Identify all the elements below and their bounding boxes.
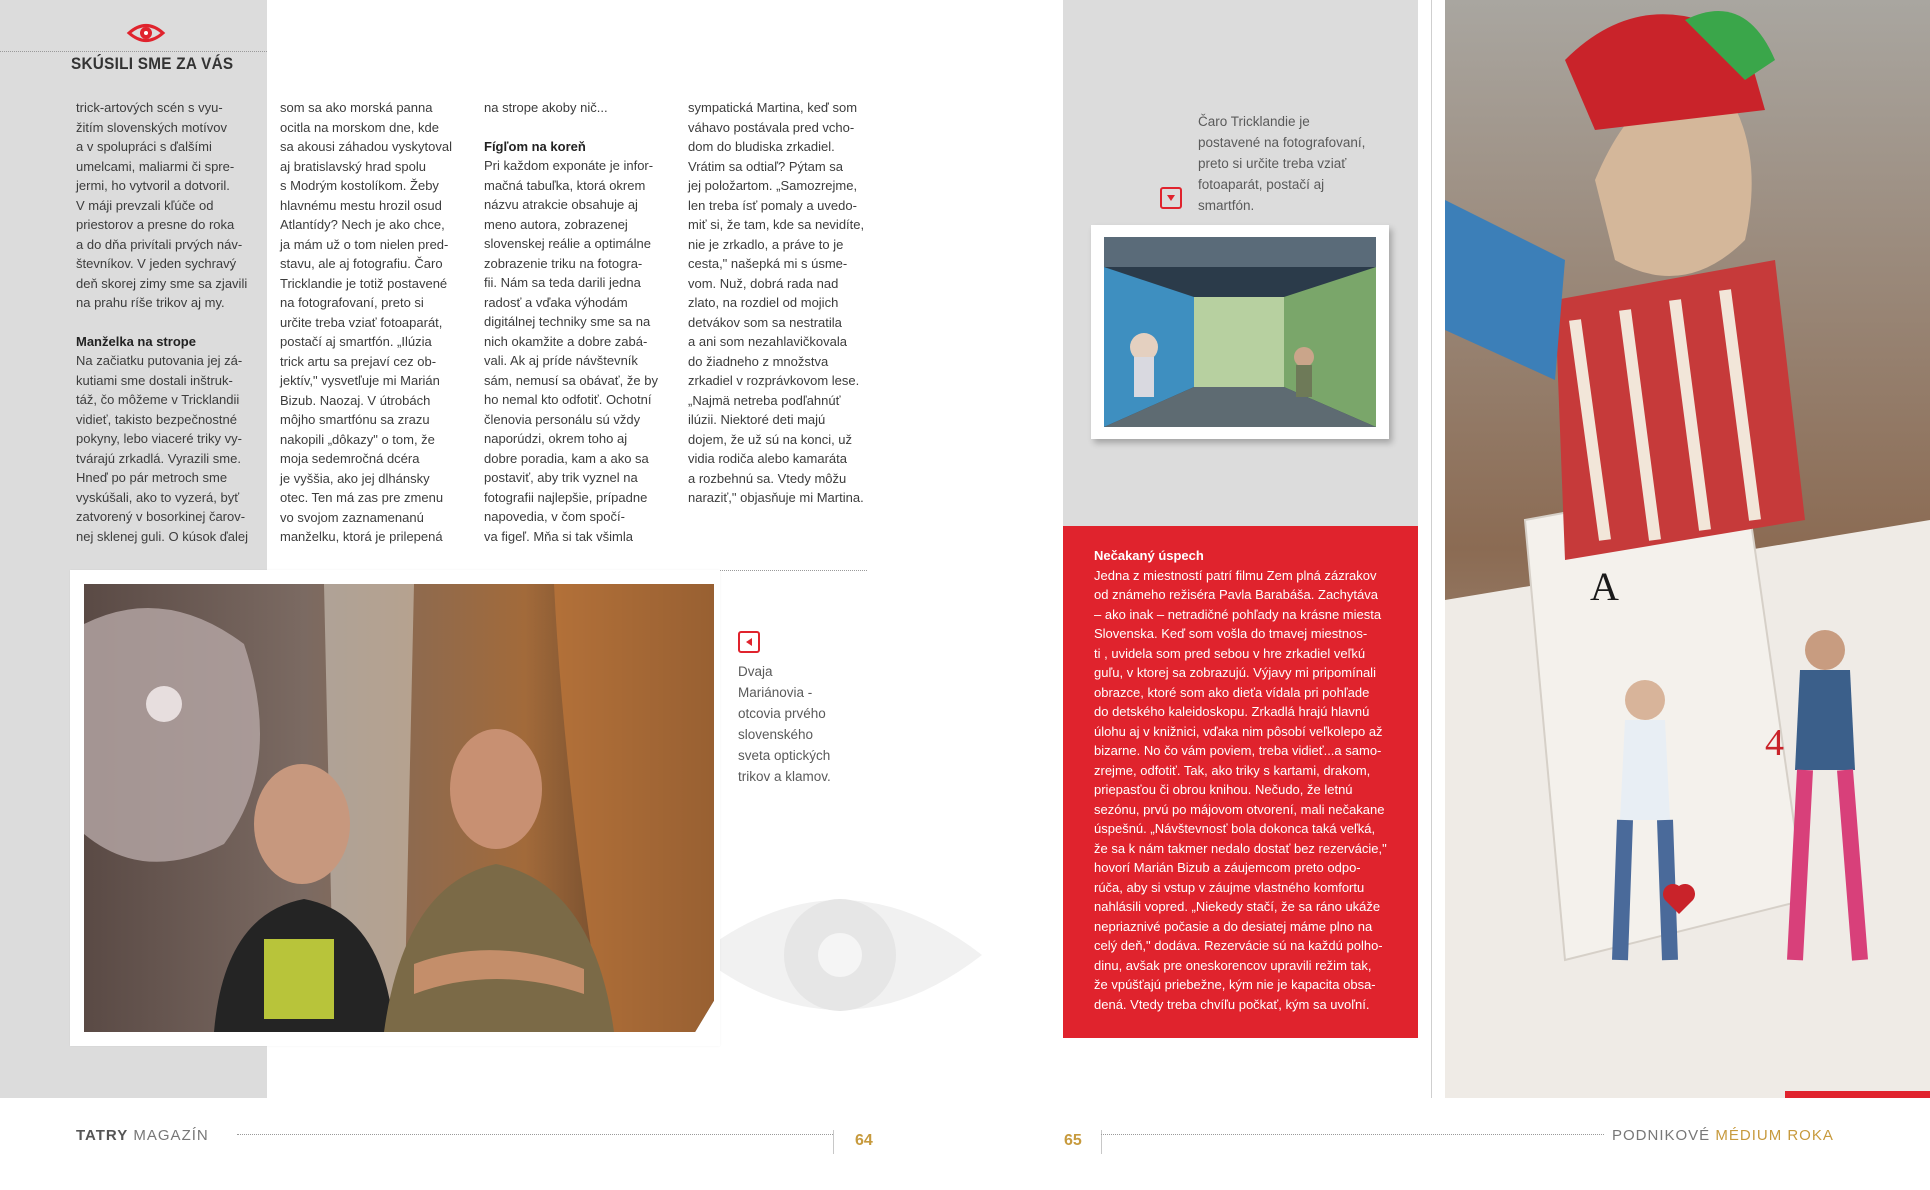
column-3-heading: Fígľom na koreň (484, 138, 586, 154)
page-number-left: 64 (855, 1132, 873, 1149)
column-4-body: sympatická Martina, keď som váhavo postávala pred vcho- dom do bludiska zrkadiel. Vrátim sa odtiaľ? Pýtam sa jej položartom. „Samozrejme, len treba ísť pomaly a uvedo- miť si, že tam, kde sa nevidíte, nie je zrkadlo, a práve to je cesta," našepká mi s úsme- vom. Nuž, dobrá rada nad zlato, na rozdiel od mojich detvákov som sa nestratila a ani som nezahlavičkovala do žiadneho z množstva zrkadiel v rozprávkovom lese. „Najmä netreba podľahnúť ilúzii. Niektoré deti majú dojem, že už sú na konci, už vidia rodiča alebo kamaráta a rozbehnú sa. Vtedy môžu naraziť," objasňuje mi Martina. (688, 100, 865, 505)
founders-photo (84, 584, 714, 1032)
footer-right-brand (1612, 1127, 1834, 1144)
page-number-right: 65 (1064, 1132, 1082, 1149)
joker-photo (1445, 0, 1930, 1098)
column-3-body: Pri každom exponáte je infor- mačná tabuľka, ktorá okrem názvu atrakcie obsahuje aj meno autora, zobrazenej slovenskej reálie a optimálne zobrazenie triku na fotogra- fii. Nám sa teda darili jedna radosť a vďaka výhodám digitálnej techniky sme sa na nich okamžite a dobre zabá- vali. Ak aj príde návštevník sám, nemusí sa obávať, že by ho nemal kto odfotiť. Ochotní členovia personálu sú vždy naporúdzi, okrem toho aj dobre poradia, kam a ako sa postaviť, aby trik vyznel na fotografii najlepšie, prípadne napovedia, v čom spočí- va figeľ. Mňa si tak všimla (484, 158, 658, 544)
arrow-down-icon (1160, 187, 1182, 209)
footer-right-highlight: MÉDIUM ROKA (1715, 1127, 1834, 1144)
hall-caption: Čaro Tricklandie je postavené na fotografovaní, preto si určite treba vziať fotoaparát, postačí aj smartfón. (1198, 114, 1366, 213)
hall-photo (1104, 237, 1376, 427)
footer-brand-tatry: TATRY (76, 1127, 129, 1144)
photo-accent-bar (1785, 1091, 1930, 1098)
eye-watermark-icon (690, 865, 990, 1045)
footer-right-rule (1101, 1134, 1604, 1135)
footer-left-brand (76, 1127, 209, 1144)
svg-text:4: 4 (1765, 722, 1784, 764)
footer-left-tick (833, 1130, 834, 1154)
column-3 (484, 98, 679, 546)
sidebar-content (1094, 546, 1404, 1014)
column-4 (688, 98, 888, 508)
column-3-intro: na strope akoby nič... (484, 100, 608, 115)
column-1 (76, 98, 266, 546)
section-label: SKÚSILI SME ZA VÁS (71, 54, 234, 73)
sidebar-heading: Nečakaný úspech (1094, 548, 1204, 563)
column-divider (1431, 0, 1432, 1098)
column-1-body: Na začiatku putovania jej zá- kutiami sme dostali inštruk- táž, čo môžeme v Tricklandii vidieť, takisto bezpečnostné pokyny, lebo viaceré triky vy- tvárajú zrkadlá. Vyrazili sme. Hneď po pár metroch sme vyskúšali, ako to vyzerá, byť zatvorený v bosorkinej čarov- nej sklenej guli. O kúsok ďalej (76, 353, 249, 544)
section-rule (0, 51, 267, 52)
svg-text:A: A (1590, 564, 1619, 609)
sidebar-body: Jedna z miestností patrí filmu Zem plná zázrakov od známeho režiséra Pavla Barabáša. Zachytáva – ako inak – netradičné pohľady na krásne miesta Slovenska. Keď som vošla do tmavej miestnos- ti , uvidela som pred sebou v hre zrkadiel veľkú guľu, v ktorej sa zobrazujú. Výjavy mi pripomínali obrazce, ktoré som ako dieťa vídala pri pohľade do detského kaleidoskopu. Zrkadlá hrajú hlavnú úlohu aj v knižnici, vďaka nim pôsobí veľkolepo až bizarne. No čo vám poviem, treba vidieť...a samo- zrejme, odfotiť. Tak, ako triky s kartami, drakom, priepasťou či obrou knihou. Nečudo, že letnú sezónu, prvú po májovom otvorení, mali nečakane úspešnú. „Návštevnosť bola dokonca taká veľká, že sa k nám takmer nedalo dostať bez rezervácie," hovorí Marián Bizub a záujemcom preto odpo- rúča, aby si vstup v záujme vlastného komfortu nahlásili vopred. „Niekedy stačí, že sa ráno ukáže nepriaznivé počasie a do desiatej máme plno na celý deň," dodáva. Rezervácie sú na každú polho- dinu, avšak pre oneskorencov upravili režim tak, že vpúšťajú priebežne, kým nie je kapacita obsa- dená. Vtedy treba chvíľu počkať, kým sa uvoľní. (1094, 567, 1387, 1012)
column-1-heading: Manželka na strope (76, 333, 196, 349)
column-1-intro: trick-artových scén s vyu- žitím slovenských motívov a v spolupráci s ďalšími umelcami, maliarmi či spre- jermi, ho vytvoril a dotvoril. V máji prevzali kľúče od priestorov a presne do roka a do dňa privítali prvých náv- števníkov. V jeden sychravý deň skorej zimy sme sa zjavili na prahu ríše trikov aj my. (76, 100, 248, 310)
footer-left-rule (237, 1134, 833, 1135)
section-eye-icon (126, 18, 166, 48)
column-2-body: som sa ako morská panna ocitla na morskom dne, kde sa akousi záhadou vyskytoval aj bratislavský hrad spolu s Modrým kostolíkom. Žeby hlavnému mestu hrozil osud Atlantídy? Nech je ako chce, ja mám už o tom nielen pred- stavu, ale aj fotografiu. Čaro Tricklandie je totiž postavené na fotografovaní, preto si určite treba vziať fotoaparát, postačí aj smartfón. „Ilúzia trick artu sa prejaví cez ob- jektív," vysvetľuje mi Marián Bizub. Naozaj. V útrobách môjho smartfónu sa zrazu nakopili „dôkazy" o tom, že moja sedemročná dcéra je vyššia, ako jej dlhánsky otec. Ten má zas pre zmenu vo svojom zaznamenanú manželku, ktorá je prilepená (280, 100, 452, 544)
founders-caption: Dvaja Mariánovia - otcovia prvého slovenského sveta optických trikov a klamov. (738, 664, 831, 784)
arrow-left-icon (738, 631, 760, 653)
footer-brand-magazin: MAGAZÍN (133, 1127, 209, 1144)
footer-right-prefix: PODNIKOVÉ (1612, 1127, 1711, 1144)
column-2 (280, 98, 475, 547)
